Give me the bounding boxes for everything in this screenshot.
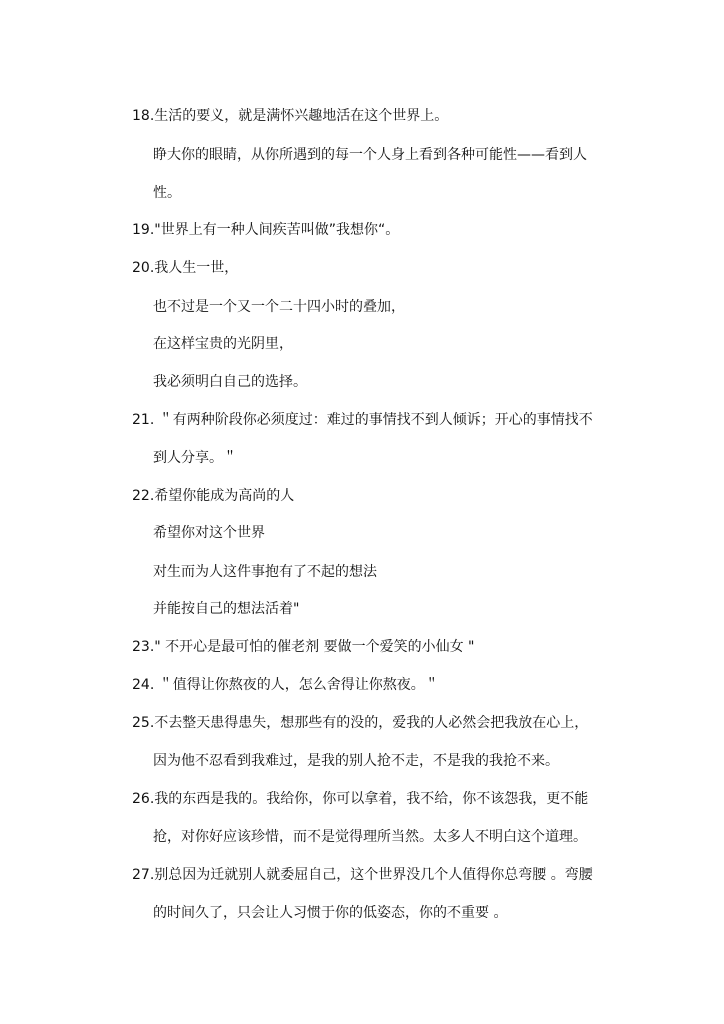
quote-18-line-3: 性。 bbox=[153, 185, 181, 201]
quote-19-line-1: 19."世界上有一种人间疾苦叫做”我想你“。 bbox=[132, 222, 400, 238]
quote-22-line-4: 并能按自己的想法活着" bbox=[153, 601, 300, 617]
quote-22-line-1: 22.希望你能成为高尚的人 bbox=[132, 488, 295, 504]
quote-20-line-1: 20.我人生一世， bbox=[132, 260, 239, 276]
quote-26-line-1: 26.我的东西是我的。我给你，你可以拿着，我不给，你不该怨我，更不能 bbox=[132, 791, 589, 807]
quote-20-line-2: 也不过是一个又一个二十四小时的叠加， bbox=[153, 299, 405, 315]
quote-18-line-2: 睁大你的眼睛，从你所遇到的每一个人身上看到各种可能性——看到人 bbox=[153, 147, 587, 163]
quote-22-line-3: 对生而为人这件事抱有了不起的想法 bbox=[153, 564, 377, 580]
quote-22-line-2: 希望你对这个世界 bbox=[153, 525, 265, 541]
quote-23-line-1: 23." 不开心是最可怕的催老剂 要做一个爱笑的小仙女 " bbox=[132, 639, 475, 655]
quote-18-line-1: 18.生活的要义，就是满怀兴趣地活在这个世界上。 bbox=[132, 108, 449, 124]
quote-26-line-2: 抢，对你好应该珍惜，而不是觉得理所当然。太多人不明白这个道理。 bbox=[153, 829, 587, 845]
quote-20-line-3: 在这样宝贵的光阴里， bbox=[153, 336, 293, 352]
quote-20-line-4: 我必须明白自己的选择。 bbox=[153, 374, 307, 390]
quote-21-line-1: 21. ＂有两种阶段你必须度过：难过的事情找不到人倾诉；开心的事情找不 bbox=[132, 412, 593, 428]
quote-25-line-1: 25.不去整天患得患失，想那些有的没的，爱我的人必然会把我放在心上， bbox=[132, 715, 589, 731]
quote-27-line-1: 27.别总因为迁就别人就委屈自己，这个世界没几个人值得你总弯腰 。弯腰 bbox=[132, 867, 593, 883]
quote-21-line-2: 到人分享。＂ bbox=[153, 450, 237, 466]
quote-24-line-1: 24. ＂值得让你熬夜的人，怎么舍得让你熬夜。＂ bbox=[132, 677, 439, 693]
quote-27-line-2: 的时间久了，只会让人习惯于你的低姿态，你的不重要 。 bbox=[153, 905, 508, 921]
quote-25-line-2: 因为他不忍看到我难过，是我的别人抢不走，不是我的我抢不来。 bbox=[153, 753, 559, 769]
